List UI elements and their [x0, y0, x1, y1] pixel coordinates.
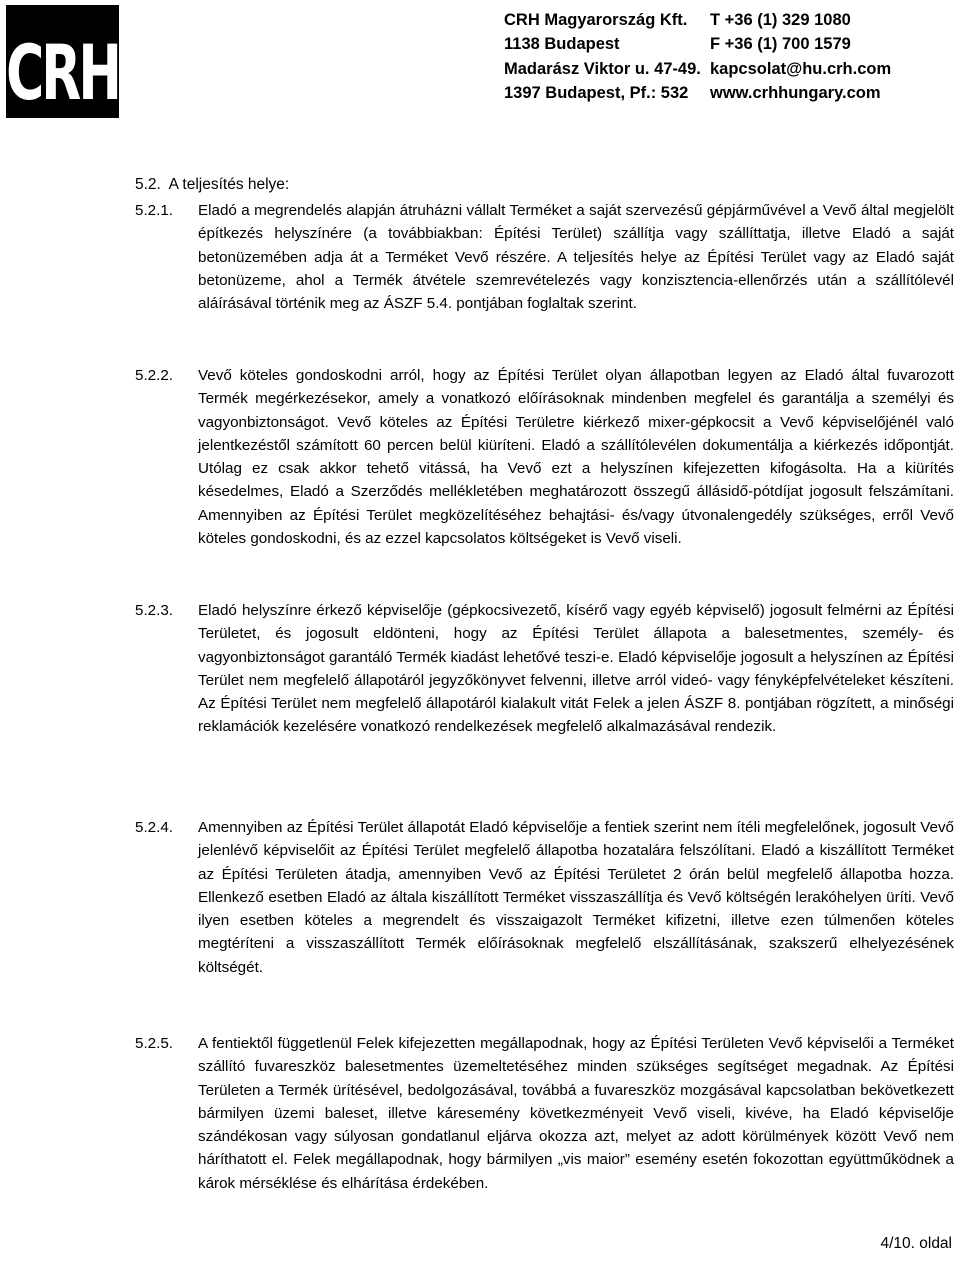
- clause-5-2-4: [135, 816, 954, 979]
- company-po-box: 1397 Budapest, Pf.: 532: [504, 83, 689, 102]
- clause-number: 5.2.4.: [135, 819, 173, 836]
- contact-phone: T +36 (1) 329 1080: [710, 11, 851, 29]
- company-city: 1138 Budapest: [504, 35, 620, 54]
- clause-text: Eladó helyszínre érkező képviselője (gépkocsivezető, kísérő vagy egyéb képviselő) jogosult felmérni az Építési Területet, és jogosult eldönteni, hogy az Építési Terület állapota a balesetmentes, személy- és vagyonbiztonságot garantáló Termék kiadást lehetővé teszi-e. Eladó képviselője jogosult a helyszínen az Építési Terület nem megfelelő állapotáról jegyzőkönyvet felvenni, illetve arról videó- vagy fényképfelvételeket készíteni. Az Építési Terület nem megfelelő állapotáról kialakult vitát Felek a jelen ÁSZF 8. pontjában rögzített, a minőségi reklamációk kezelésére vonatkozó rendelkezések megfelelő alkalmazásával rendezik.: [198, 602, 954, 736]
- contact-block: [710, 8, 891, 105]
- company-address-block: [504, 8, 701, 105]
- section-heading: 5.2. A teljesítés helye:: [135, 176, 290, 193]
- clause-5-2-1: [135, 199, 954, 315]
- clause-number: 5.2.2.: [135, 367, 173, 384]
- clause-number: 5.2.3.: [135, 602, 173, 619]
- contact-fax: F +36 (1) 700 1579: [710, 35, 851, 54]
- clause-5-2-3: [135, 599, 954, 739]
- clause-5-2-2: [135, 364, 954, 550]
- clause-number: 5.2.1.: [135, 202, 173, 219]
- company-name: CRH Magyarország Kft.: [504, 11, 688, 29]
- clause-text: A fentiektől függetlenül Felek kifejezetten megállapodnak, hogy az Építési Területen Vevő képviselői a Terméket szállító fuvareszköz balesetmentes üzemeltetéséhez minden szükséges segítséget megadnak. Az Építési Területen a Termék ürítésével, bedolgozásával, továbbá a fuvareszköz mozgásával kapcsolatban bekövetkezett bármilyen üzemi baleset, illetve káresemény következményeit Vevő viseli, kivéve, ha Eladó képviselője szándékosan vagy súlyosan gondatlanul eljárva okozza azt, melyet az adott körülmények között Vevő nem háríthatott el. Felek megállapodnak, hogy bármilyen „vis maior” esemény esetén fokozottan együttműködnek a károk mérséklése és elhárítása érdekében.: [198, 1035, 954, 1192]
- page-number: 4/10. oldal: [880, 1235, 952, 1252]
- clause-5-2-5: [135, 1032, 954, 1195]
- contact-website: www.crhhungary.com: [710, 83, 881, 102]
- logo-text: CRH: [6, 31, 119, 118]
- clause-text: Eladó a megrendelés alapján átruházni vállalt Terméket a saját szervezésű gépjárművével a Vevő által megjelölt építkezés helyszínére (a továbbiakban: Építési Terület) szállítja vagy szállíttatja, illetve Eladó a saját betonüzemében adja át a Terméket Vevő részére. A teljesítés helye az Építési Terület vagy az Eladó saját betonüzeme, ahol a Termék átvétele szemrevételezés vagy konzisztencia-ellenőrzés után a szállítólevél aláírásával történik meg az ÁSZF 5.4. pontjában foglaltak szerint.: [198, 202, 954, 313]
- clause-text: Vevő köteles gondoskodni arról, hogy az Építési Terület olyan állapotban legyen az Eladó által fuvarozott Termék megérkezésekor, amely a vonatkozó előírásoknak mindenben megfelel és garantálja a személyi és vagyonbiztonságot. Vevő köteles az Építési Területre kiérkező mixer-gépkocsit a Vevő képviselőjénél való jelentkezéstől számított 60 percen belül kiüríteni. Eladó a szállítólevélen dokumentálja a kiérkezés időpontját. Utólag ez csak akkor tehető vitássá, ha Vevő ezt a helyszínen kifejezetten kifogásolta. Ha a kiürítés késedelmes, Eladó a Szerződés mellékletében meghatározott összegű állásidő-pótdíjat jogosult felszámítani. Amennyiben az Építési Terület megközelítéséhez behajtási- és/vagy útvonalengedély szükséges, erről Vevő köteles gondoskodni, és az ezzel kapcsolatos költségeket is Vevő viseli.: [198, 367, 954, 548]
- clause-text: Amennyiben az Építési Terület állapotát Eladó képviselője a fentiek szerint nem ítéli megfelelőnek, jogosult Vevő jelenlévő képviselőit az Építési Terület megfelelő állapotba hozatalára felszólítani. Eladó a kiszállított Terméket az Építési Területen átadja, amennyiben Vevő az Építési Területet 2 órán belül megfelelő állapotba hozza. Ellenkező esetben Eladó az általa kiszállított Terméket visszaszállítja és Vevő költségén lerakóhelyen üríti. Vevő ilyen esetben köteles a megrendelt és visszaigazolt Terméket kifizetni, illetve ezen túlmenően köteles megtéríteni a visszaszállított Termék előírásoknak megfelelő elszállításának, szakszerű elhelyezésének költségét.: [198, 819, 954, 976]
- contact-email: kapcsolat@hu.crh.com: [710, 59, 892, 78]
- clause-number: 5.2.5.: [135, 1035, 173, 1052]
- crh-logo: [6, 5, 119, 118]
- company-street: Madarász Viktor u. 47-49.: [504, 59, 701, 78]
